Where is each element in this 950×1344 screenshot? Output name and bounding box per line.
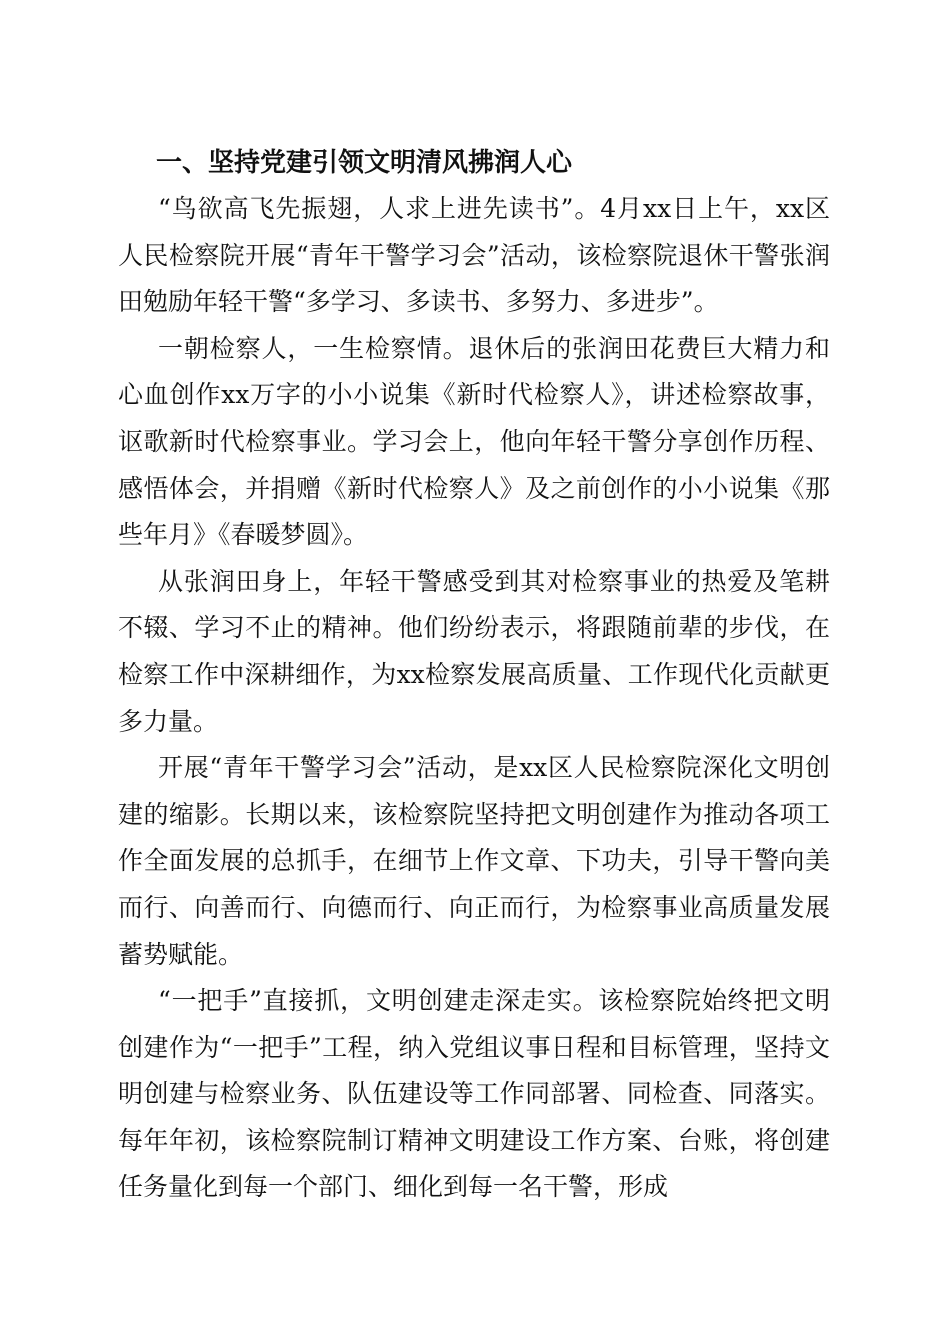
paragraph-5: “一把手”直接抓，文明创建走深走实。该检察院始终把文明创建作为“一把手”工程，纳入党组议事日程和目标管理，坚持文明创建与检察业务、队伍建设等工作同部署、同检查、同落实。每年年初，该检察院制订精神文明建设工作方案、台账，将创建任务量化到每一个部门、细化到每一名干警，形成 <box>118 986 830 1202</box>
document-body <box>118 140 830 1211</box>
paragraph-3: 从张润田身上，年轻干警感受到其对检察事业的热爱及笔耕不辍、学习不止的精神。他们纷纷表示，将跟随前辈的步伐，在检察工作中深耕细作，为xx检察发展高质量、工作现代化贡献更多力量。 <box>118 566 830 736</box>
section-heading: 一、坚持党建引领文明清风拂润人心 <box>156 148 573 178</box>
paragraph-2: 一朝检察人，一生检察情。退休后的张润田花费巨大精力和心血创作xx万字的小小说集《新时代检察人》，讲述检察故事，讴歌新时代检察事业。学习会上，他向年轻干警分享创作历程、感悟体会，并捐赠《新时代检察人》及之前创作的小小说集《那些年月》《春暖梦圆》。 <box>118 333 830 550</box>
paragraph-4: 开展“青年干警学习会”活动，是xx区人民检察院深化文明创建的缩影。长期以来，该检察院坚持把文明创建作为推动各项工作全面发展的总抓手，在细节上作文章、下功夫，引导干警向美而行、向善而行、向德而行、向正而行，为检察事业高质量发展蓄势赋能。 <box>118 753 830 969</box>
paragraph-1: “鸟欲高飞先振翅，人求上进先读书”。4月xx日上午，xx区人民检察院开展“青年干警学习会”活动，该检察院退休干警张润田勉励年轻干警“多学习、多读书、多努力、多进步”。 <box>118 194 830 317</box>
